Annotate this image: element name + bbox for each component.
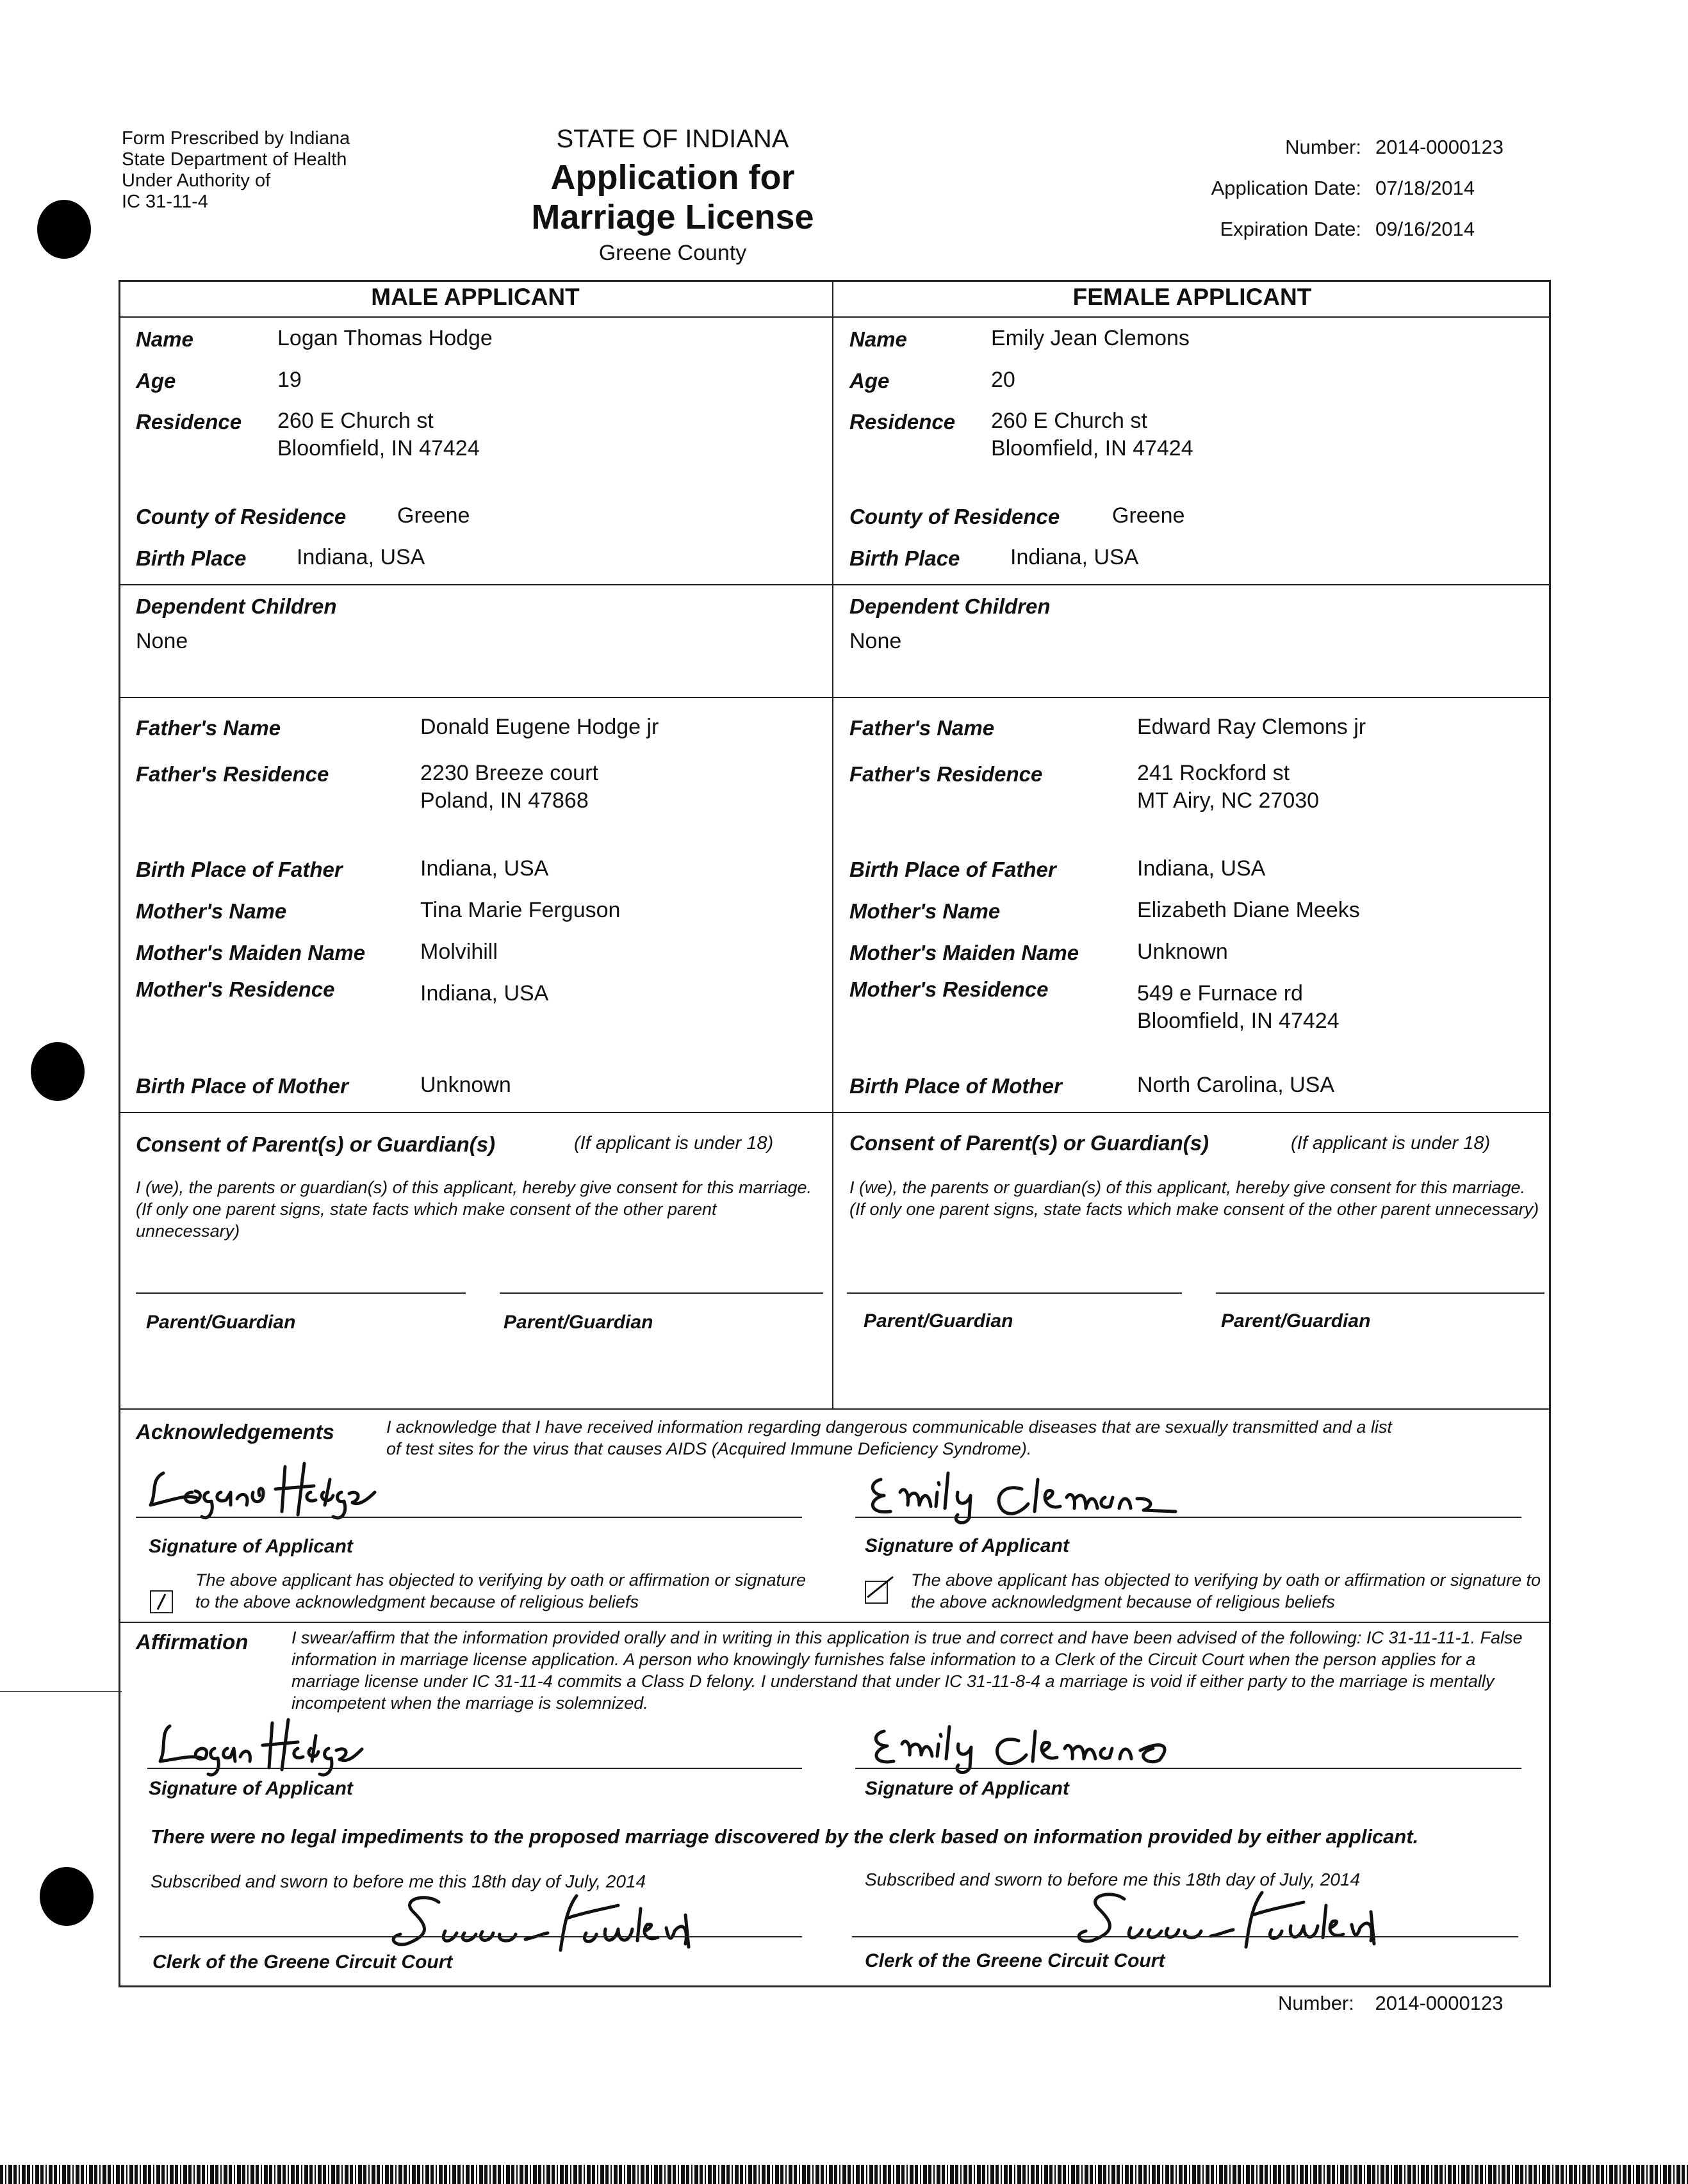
divider — [119, 1112, 1551, 1113]
female-mother-residence-line1: 549 e Furnace rd — [1137, 981, 1303, 1006]
religious-objection-checkbox[interactable] — [865, 1581, 888, 1604]
male-residence-line2: Bloomfield, IN 47424 — [277, 436, 480, 460]
female-mother-maiden-name: Unknown — [1137, 940, 1228, 964]
male-birth-place: Indiana, USA — [297, 545, 425, 569]
prescribed-line: Under Authority of — [122, 170, 271, 191]
parent-signature-line[interactable] — [1216, 1292, 1545, 1294]
residence-label: Residence — [849, 410, 956, 434]
female-applicant-title: FEMALE APPLICANT — [1072, 284, 1312, 310]
birth-place-of-mother-label: Birth Place of Mother — [849, 1074, 1062, 1098]
male-county: Greene — [397, 503, 470, 528]
birth-place-of-mother-label: Birth Place of Mother — [136, 1074, 348, 1098]
male-name: Logan Thomas Hodge — [277, 326, 493, 350]
age-label: Age — [849, 369, 890, 393]
number-label: Number: — [1278, 1992, 1354, 2014]
parent-signature-line[interactable] — [847, 1292, 1182, 1294]
male-father-birth-place: Indiana, USA — [420, 856, 549, 881]
acknowledgement-signature-line[interactable] — [855, 1517, 1521, 1518]
sworn-statement: Subscribed and sworn to before me this 18th day of July, 2014 — [151, 1871, 646, 1891]
county-of-residence-label: County of Residence — [136, 505, 347, 528]
male-mother-maiden-name: Molvihill — [420, 940, 498, 964]
check-mark-icon — [151, 1592, 172, 1612]
birth-place-of-father-label: Birth Place of Father — [849, 858, 1056, 881]
page-title: Application for Marriage License — [531, 158, 814, 236]
female-father-residence-line1: 241 Rockford st — [1137, 761, 1290, 785]
divider — [119, 1408, 1551, 1410]
applicant-signature-male — [138, 1454, 420, 1524]
female-county: Greene — [1112, 503, 1185, 528]
expiration-date-label: Expiration Date: — [1220, 218, 1361, 240]
fathers-name-label: Father's Name — [136, 716, 281, 740]
name-label: Name — [849, 327, 907, 351]
parent-guardian-label: Parent/Guardian — [504, 1312, 653, 1333]
application-date-label: Application Date: — [1211, 177, 1361, 199]
male-mother-name: Tina Marie Ferguson — [420, 898, 621, 922]
clerk-signature-line[interactable] — [140, 1936, 802, 1937]
birth-place-label: Birth Place — [136, 546, 247, 570]
sworn-statement: Subscribed and sworn to before me this 18th day of July, 2014 — [865, 1870, 1361, 1889]
license-number: 2014-0000123 — [1375, 1992, 1504, 2014]
mothers-name-label: Mother's Name — [849, 899, 1001, 923]
clerk-label: Clerk of the Greene Circuit Court — [152, 1952, 453, 1973]
clerk-signature-line[interactable] — [852, 1936, 1518, 1937]
female-mother-name: Elizabeth Diane Meeks — [1137, 898, 1360, 922]
consent-note: (If applicant is under 18) — [574, 1133, 774, 1153]
column-divider — [832, 280, 833, 1408]
mothers-residence-label: Mother's Residence — [849, 977, 1049, 1001]
scan-barcode-strip — [0, 2165, 1688, 2184]
parent-signature-line[interactable] — [500, 1292, 823, 1294]
prescribed-line: IC 31-11-4 — [122, 192, 208, 212]
female-residence-line2: Bloomfield, IN 47424 — [991, 436, 1193, 460]
female-mother-birth-place: North Carolina, USA — [1137, 1073, 1335, 1097]
footer-license-number — [1278, 1992, 1503, 2015]
acknowledgement-signature-line[interactable] — [136, 1517, 802, 1518]
applicant-signature-male — [144, 1713, 413, 1784]
name-label: Name — [136, 327, 193, 351]
dependent-children-label: Dependent Children — [136, 594, 337, 618]
male-mother-birth-place: Unknown — [420, 1073, 511, 1097]
male-father-residence-line2: Poland, IN 47868 — [420, 788, 589, 813]
female-father-birth-place: Indiana, USA — [1137, 856, 1266, 881]
clerk-label: Clerk of the Greene Circuit Court — [865, 1950, 1165, 1971]
fathers-name-label: Father's Name — [849, 716, 995, 740]
mothers-maiden-name-label: Mother's Maiden Name — [849, 941, 1079, 965]
age-label: Age — [136, 369, 176, 393]
consent-title: Consent of Parent(s) or Guardian(s) — [136, 1132, 496, 1156]
religious-objection-text: The above applicant has objected to verifying by oath or affirmation or signature to the above acknowledgment because of religious beliefs — [195, 1570, 807, 1611]
parent-guardian-label: Parent/Guardian — [146, 1312, 296, 1333]
affirmation-text: I swear/affirm that the information provided orally and in writing in this application is true and correct and have been advised of the following: IC 31-11-11-1. False information in marriage license application. A person who knowingly furnishes false information to a Clerk of the Circuit Court when the person applies for a marriage license under IC 31-11-4 commits a Class D felony. I understand that under IC 31-11-8-4 a marriage is void if either party to the marriage is mentally incompetent when the marriage is solemnized. — [291, 1628, 1523, 1713]
punch-hole — [40, 1867, 94, 1926]
number-label: Number: — [1285, 136, 1361, 158]
acknowledgement-line: of test sites for the virus that causes AIDS (Acquired Immune Deficiency Syndrome). — [386, 1439, 1032, 1458]
male-father-name: Donald Eugene Hodge jr — [420, 715, 659, 739]
consent-note: (If applicant is under 18) — [1291, 1133, 1491, 1153]
birth-place-label: Birth Place — [849, 546, 960, 570]
male-father-residence-line1: 2230 Breeze court — [420, 761, 598, 785]
county-name: Greene County — [598, 241, 747, 265]
fathers-residence-label: Father's Residence — [136, 762, 329, 786]
no-impediments-statement: There were no legal impediments to the proposed marriage discovered by the clerk based on information provided by either applicant. — [151, 1825, 1419, 1848]
signature-of-applicant-label: Signature of Applicant — [865, 1535, 1069, 1556]
residence-label: Residence — [136, 410, 242, 434]
religious-objection-text: The above applicant has objected to verifying by oath or affirmation or signature to the above acknowledgment because of religious beliefs — [911, 1570, 1541, 1611]
signature-of-applicant-label: Signature of Applicant — [865, 1778, 1069, 1799]
male-age: 19 — [277, 368, 302, 392]
fathers-residence-label: Father's Residence — [849, 762, 1043, 786]
divider — [119, 316, 1551, 318]
consent-text: I (we), the parents or guardian(s) of this applicant, hereby give consent for this marriage. (If only one parent signs, state facts which make consent of the other parent unnecessary) — [849, 1178, 1539, 1219]
mothers-name-label: Mother's Name — [136, 899, 287, 923]
female-mother-residence-line2: Bloomfield, IN 47424 — [1137, 1009, 1340, 1033]
consent-title: Consent of Parent(s) or Guardian(s) — [849, 1131, 1209, 1155]
margin-line — [0, 1691, 122, 1692]
punch-hole — [31, 1042, 85, 1101]
license-meta — [1179, 136, 1504, 259]
female-father-name: Edward Ray Clemons jr — [1137, 715, 1366, 739]
acknowledgement-text — [386, 1416, 1546, 1460]
applicant-signature-female — [858, 1715, 1256, 1779]
form-heading — [506, 125, 839, 266]
check-mark-icon — [865, 1574, 896, 1600]
state-name: STATE OF INDIANA — [556, 125, 789, 153]
female-dependent-children: None — [849, 629, 902, 653]
female-residence-line1: 260 E Church st — [991, 409, 1147, 433]
mothers-residence-label: Mother's Residence — [136, 977, 335, 1001]
affirmation-signature-line[interactable] — [147, 1768, 802, 1769]
parent-guardian-label: Parent/Guardian — [1221, 1310, 1371, 1332]
male-residence-line1: 260 E Church st — [277, 409, 434, 433]
divider — [119, 1622, 1551, 1623]
signature-of-applicant-label: Signature of Applicant — [149, 1536, 353, 1557]
male-applicant-title: MALE APPLICANT — [371, 284, 580, 310]
expiration-date: 09/16/2014 — [1375, 218, 1475, 240]
license-number: 2014-0000123 — [1375, 136, 1504, 158]
female-name: Emily Jean Clemons — [991, 326, 1190, 350]
acknowledgement-line: I acknowledge that I have received information regarding dangerous communicable diseases that are sexually transmitted and a list — [386, 1417, 1392, 1437]
affirmation-title: Affirmation — [136, 1630, 249, 1654]
divider — [119, 584, 1551, 585]
affirmation-signature-line[interactable] — [855, 1768, 1521, 1769]
acknowledgements-title: Acknowledgements — [136, 1420, 334, 1444]
male-dependent-children: None — [136, 629, 188, 653]
parent-guardian-label: Parent/Guardian — [864, 1310, 1013, 1332]
female-age: 20 — [991, 368, 1015, 392]
prescribed-note — [122, 128, 350, 213]
applicant-signature-female — [855, 1460, 1278, 1531]
female-birth-place: Indiana, USA — [1010, 545, 1139, 569]
dependent-children-label: Dependent Children — [849, 594, 1051, 618]
divider — [119, 697, 1551, 698]
religious-objection-checkbox[interactable] — [150, 1590, 173, 1613]
female-father-residence-line2: MT Airy, NC 27030 — [1137, 788, 1320, 813]
parent-signature-line[interactable] — [136, 1292, 466, 1294]
mothers-maiden-name-label: Mother's Maiden Name — [136, 941, 366, 965]
birth-place-of-father-label: Birth Place of Father — [136, 858, 343, 881]
signature-of-applicant-label: Signature of Applicant — [149, 1778, 353, 1799]
prescribed-line: State Department of Health — [122, 149, 347, 170]
male-mother-residence: Indiana, USA — [420, 981, 549, 1006]
county-of-residence-label: County of Residence — [849, 505, 1060, 528]
application-date: 07/18/2014 — [1375, 177, 1475, 199]
consent-text: I (we), the parents or guardian(s) of this applicant, hereby give consent for this marriage. (If only one parent signs, state facts which make consent of the other parent unnecessary) — [136, 1178, 812, 1241]
prescribed-line: Form Prescribed by Indiana — [122, 128, 350, 149]
punch-hole — [37, 200, 91, 259]
